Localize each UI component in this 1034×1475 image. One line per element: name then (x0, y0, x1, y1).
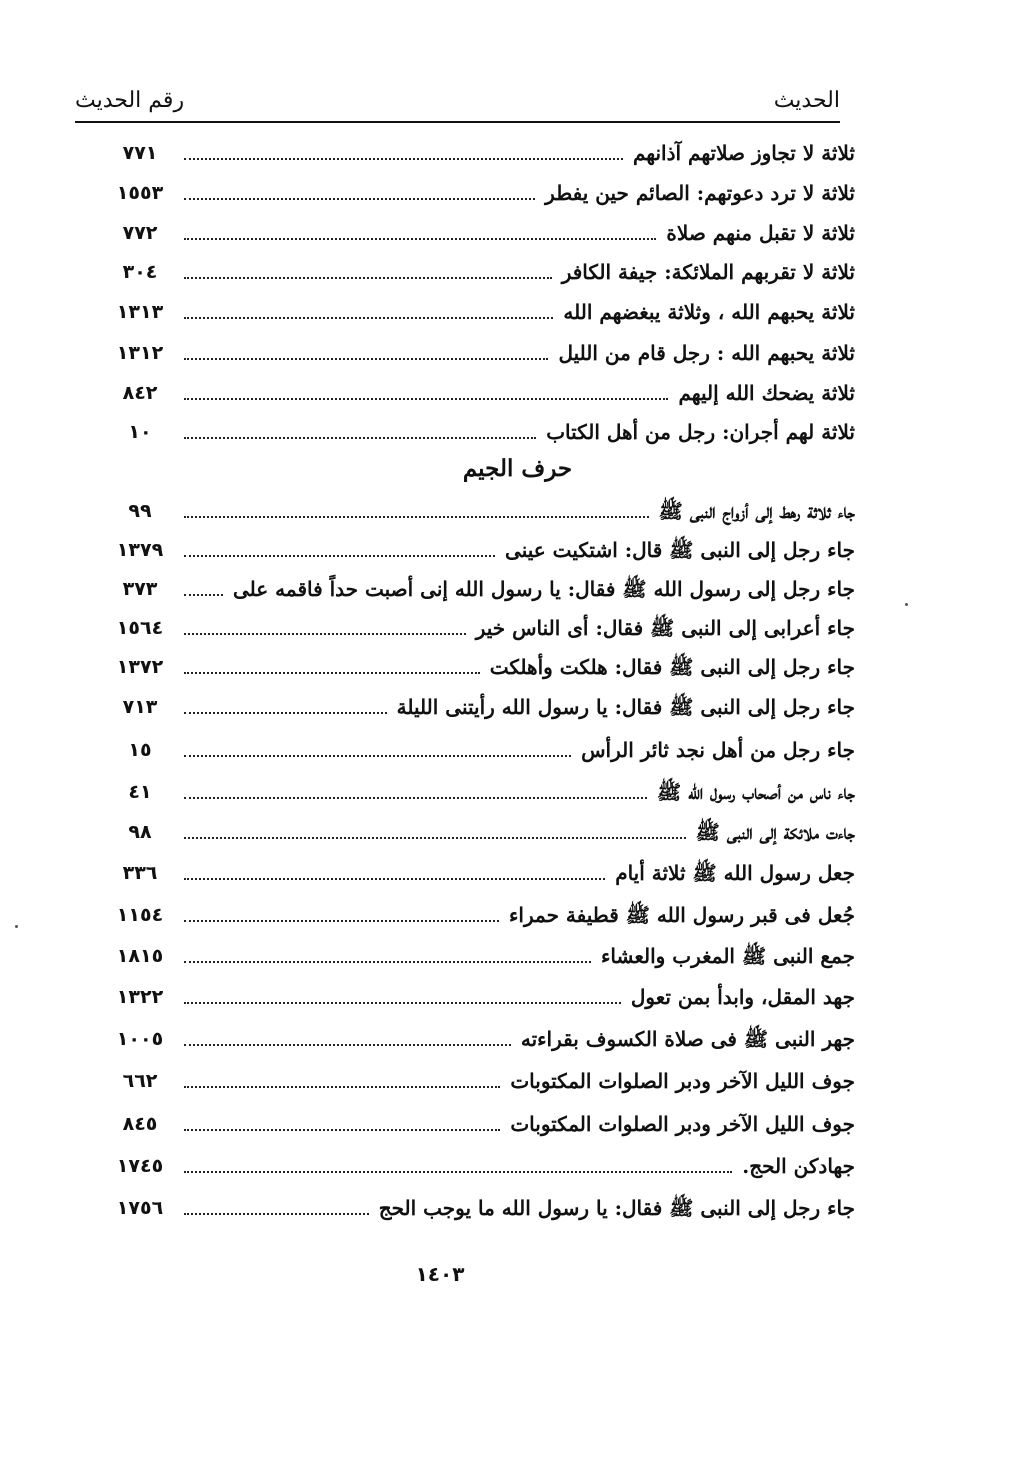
index-entry (100, 415, 855, 449)
index-entry (100, 775, 855, 809)
dot-leader (184, 198, 535, 200)
entry-text: ثلاثة يحبهم الله ، وثلاثة يبغضهم الله (563, 300, 855, 324)
entry-text: جعل رسول الله ﷺ ثلاثة أيام (615, 861, 855, 885)
entry-text: جاء ناس من أصحاب رسول الله ﷺ (657, 780, 855, 804)
entry-number: ١٣٧٢ (116, 656, 164, 678)
entry-text: جاء رجل إلى النبى ﷺ فقال: هلكت وأهلكت (489, 655, 855, 679)
entry-text: جاء رجل إلى النبى ﷺ قال: اشتكيت عينى (505, 538, 855, 562)
entry-number: ٤١ (128, 781, 152, 803)
index-entry (100, 856, 855, 890)
index-entry (100, 176, 855, 210)
entry-number: ١٧٤٥ (116, 1155, 164, 1177)
index-entry (100, 1149, 855, 1183)
entry-text: ثلاثة يضحك الله إليهم (678, 381, 855, 405)
entry-number: ٣٧٣ (122, 578, 158, 600)
dot-leader (184, 516, 649, 518)
entry-text: ثلاثة لا تجاوز صلاتهم آذانهم (632, 141, 855, 165)
dot-leader (184, 1086, 500, 1088)
dot-leader (184, 633, 466, 635)
dot-leader (184, 961, 591, 963)
dot-leader (184, 555, 495, 557)
dot-leader (184, 238, 656, 240)
dot-leader (184, 837, 686, 839)
index-entry (100, 1191, 855, 1225)
index-entry (100, 1107, 855, 1141)
index-entry (100, 572, 855, 606)
entry-number: ٧١٣ (122, 696, 158, 718)
header-hadith-title: الحديث (773, 87, 840, 113)
index-entry (100, 980, 855, 1014)
index-entry (100, 336, 855, 370)
entry-number: ١٥ (128, 739, 152, 761)
entry-text: جوف الليل الآخر ودبر الصلوات المكتوبات (510, 1069, 855, 1093)
entry-text: جاءت ملائكة إلى النبى ﷺ (695, 820, 855, 844)
dot-leader (184, 797, 647, 799)
dot-leader (184, 1171, 732, 1173)
dot-leader (184, 1044, 511, 1046)
dot-leader (184, 672, 480, 674)
entry-text: جاء رجل إلى النبى ﷺ فقال: يا رسول الله رأيتنى الليلة (396, 695, 855, 719)
entry-text: جاء رجل إلى رسول الله ﷺ فقال: يا رسول الله إنى أصبت حداً فاقمه على (232, 577, 855, 601)
index-entry (100, 216, 855, 250)
index-entry (100, 690, 855, 724)
dot-leader (184, 1002, 621, 1004)
dot-leader (184, 920, 499, 922)
entry-number: ١٨١٥ (116, 945, 164, 967)
entry-text: جاء رجل إلى النبى ﷺ فقال: يا رسول الله ما يوجب الحج (378, 1196, 855, 1220)
index-entry (100, 376, 855, 410)
header-number-title: رقم الحديث (75, 87, 185, 113)
index-entry (100, 494, 855, 528)
dot-leader (184, 1213, 369, 1215)
entry-number: ١٥٥٣ (116, 182, 164, 204)
entry-text: جاء رجل من أهل نجد ثائر الرأس (581, 738, 855, 762)
entry-text: ثلاثة يحبهم الله : رجل قام من الليل (558, 341, 855, 365)
entry-number: ٨٤٢ (122, 382, 158, 404)
entry-number: ١٠٠٥ (116, 1028, 164, 1050)
dot-leader (184, 317, 553, 319)
dot-leader (184, 755, 571, 757)
scan-speck (905, 603, 908, 606)
entry-number: ٩٩ (128, 500, 152, 522)
entry-text: جهادكن الحج. (742, 1154, 855, 1178)
index-entry (100, 939, 855, 973)
entry-number: ١٣١٢ (116, 342, 164, 364)
entry-number: ١٥٦٤ (116, 617, 164, 639)
index-entry (100, 650, 855, 684)
entry-number: ١١٥٤ (116, 904, 164, 926)
entry-text: جوف الليل الآخر ودبر الصلوات المكتوبات (510, 1112, 855, 1136)
entry-text: جُعل فى قبر رسول الله ﷺ قطيفة حمراء (509, 903, 855, 927)
index-entry (100, 611, 855, 645)
entry-number: ١٠ (128, 421, 152, 443)
index-entry (100, 136, 855, 170)
entry-number: ٩٨ (128, 821, 152, 843)
entry-text: ثلاثة لا تقربهم الملائكة: جيفة الكافر (561, 260, 855, 284)
index-entry (100, 255, 855, 289)
section-heading: حرف الجيم (462, 455, 573, 482)
entry-text: جهر النبى ﷺ فى صلاة الكسوف بقراءته (520, 1027, 855, 1051)
entry-number: ٧٧١ (122, 142, 158, 164)
index-entry (100, 733, 855, 767)
index-entry (100, 1022, 855, 1056)
entry-text: جاء أعرابى إلى النبى ﷺ فقال: أى الناس خير (475, 616, 855, 640)
entry-text: ثلاثة لا ترد دعوتهم: الصائم حين يفطر (545, 181, 855, 205)
entry-number: ٦٦٢ (122, 1070, 158, 1092)
dot-leader (184, 437, 536, 439)
entry-text: جهد المقل، وابدأ بمن تعول (630, 985, 855, 1009)
entry-text: ثلاثة لهم أجران: رجل من أهل الكتاب (546, 420, 855, 444)
page-number: ١٤٠٣ (415, 1262, 465, 1286)
entry-text: ثلاثة لا تقبل منهم صلاة (666, 221, 855, 245)
entry-number: ٨٤٥ (122, 1113, 158, 1135)
page-header (75, 82, 840, 118)
entry-number: ١٣٧٩ (116, 539, 164, 561)
entry-number: ١٣١٣ (116, 301, 164, 323)
entry-text: جاء ثلاثة رهط إلى أزواج النبى ﷺ (658, 499, 855, 523)
entry-text: جمع النبى ﷺ المغرب والعشاء (601, 944, 855, 968)
dot-leader (184, 158, 623, 160)
index-entry (100, 533, 855, 567)
entry-number: ٣٠٤ (122, 261, 158, 283)
index-entry (100, 898, 855, 932)
entry-number: ٧٧٢ (122, 222, 158, 244)
entry-number: ١٣٢٢ (116, 986, 164, 1008)
index-entry (100, 1064, 855, 1098)
dot-leader (184, 398, 668, 400)
index-entry (100, 815, 855, 849)
dot-leader (184, 712, 387, 714)
dot-leader (184, 277, 552, 279)
header-divider (75, 121, 840, 123)
scan-speck (15, 925, 18, 928)
entry-number: ١٧٥٦ (116, 1197, 164, 1219)
index-entry (100, 295, 855, 329)
dot-leader (184, 594, 223, 596)
dot-leader (184, 1129, 500, 1131)
dot-leader (184, 878, 605, 880)
entry-number: ٣٣٦ (122, 862, 158, 884)
dot-leader (184, 358, 548, 360)
